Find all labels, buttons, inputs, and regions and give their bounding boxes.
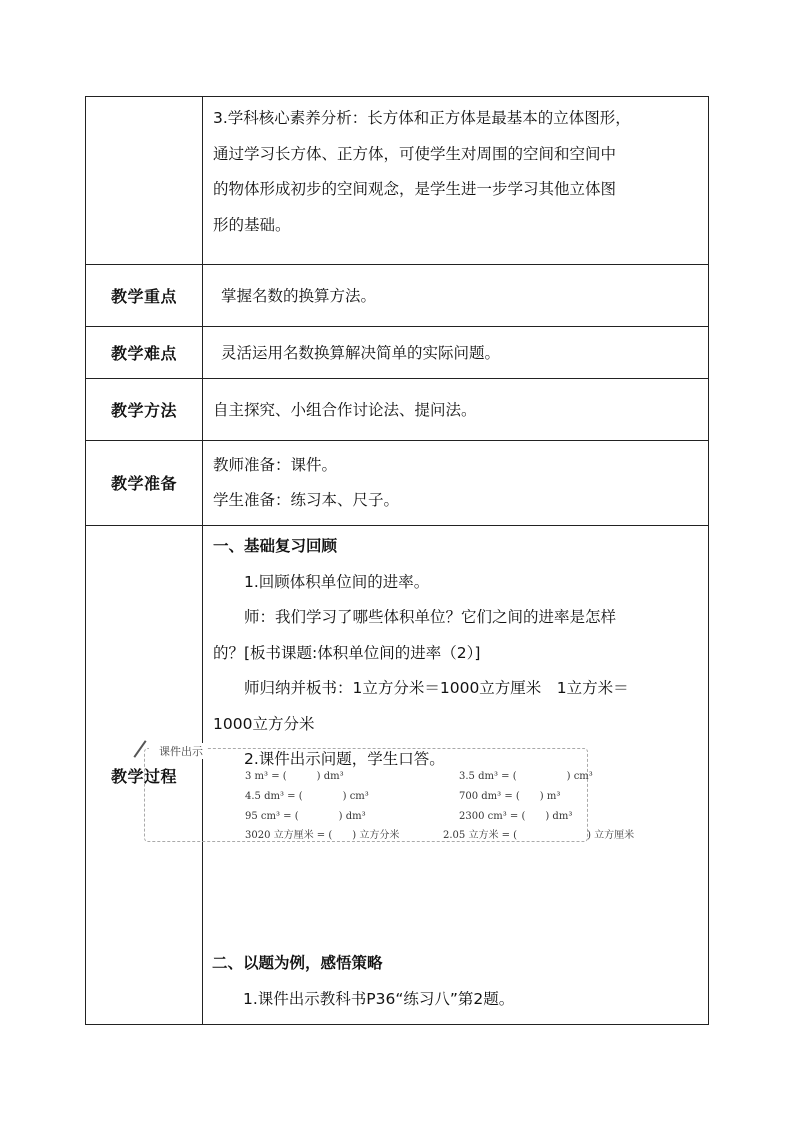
key-points-text: 掌握名数的换算方法。 [221,287,377,305]
core-analysis-line: 3.学科核心素养分析：长方体和正方体是最基本的立体图形， [213,109,631,127]
section2-title: 二、以题为例，感悟策略 [212,954,383,972]
exercise-item: 3.5 dm³ = ( ) cm³ [459,771,593,782]
exercise-item: 3020 立方厘米 = ( ) 立方分米 [245,830,400,841]
prep-cell [203,448,708,518]
core-analysis-cell [203,101,708,243]
exercise-item: 95 cm³ = ( ) dm³ [245,811,366,822]
process-label: 教学过程 [110,767,177,786]
exercise-item: 2300 cm³ = ( ) dm³ [459,811,573,822]
core-analysis-line: 形的基础。 [213,215,291,234]
section1-title: 一、基础复习回顾 [213,537,338,555]
process-item: 1.回顾体积单位间的进率。 [244,572,430,591]
difficulty-text: 灵活运用名数换算解决简单的实际问题。 [221,344,501,362]
prep-label: 教学准备 [110,474,177,493]
exercise-item: 700 dm³ = ( ) m³ [459,791,561,802]
difficulty-label: 教学难点 [110,343,177,363]
courseware-box [144,745,635,842]
teacher-question: 师：我们学习了哪些体积单位？它们之间的进率是怎样 [244,608,617,626]
process-cell [203,529,708,778]
key-points-label: 教学重点 [110,286,177,306]
method-label: 教学方法 [110,400,177,420]
lesson-plan-table [85,96,709,1025]
courseware-title: 课件出示 [149,743,207,759]
teacher-summary-cont: 1000立方分米 [213,714,315,733]
teacher-prep: 教师准备：课件。 [213,456,338,474]
teacher-summary: 师归纳并板书：1立方分米＝1000立方厘米 1立方米＝ [244,679,629,697]
process-item: 1.课件出示教科书P36“练习八”第2题。 [243,989,515,1008]
student-prep: 学生准备：练习本、尺子。 [213,491,400,509]
exercise-item: 4.5 dm³ = ( ) cm³ [245,791,369,802]
core-analysis-line: 通过学习长方体、正方体，可使学生对周围的空间和空间中 [213,144,617,163]
method-text: 自主探究、小组合作讨论法、提问法。 [213,401,477,419]
exercise-item: 3 m³ = ( ) dm³ [245,771,344,782]
core-analysis-line: 的物体形成初步的空间观念，是学生进一步学习其他立体图 [213,180,617,198]
exercise-item: 2.05 立方米 = ( ) 立方厘米 [443,830,635,841]
teacher-question-cont: 的？[板书课题:体积单位间的进率（2）] [213,643,481,662]
process-item: 2.课件出示问题，学生口答。 [244,750,445,768]
process-cell-continued [202,946,708,1017]
